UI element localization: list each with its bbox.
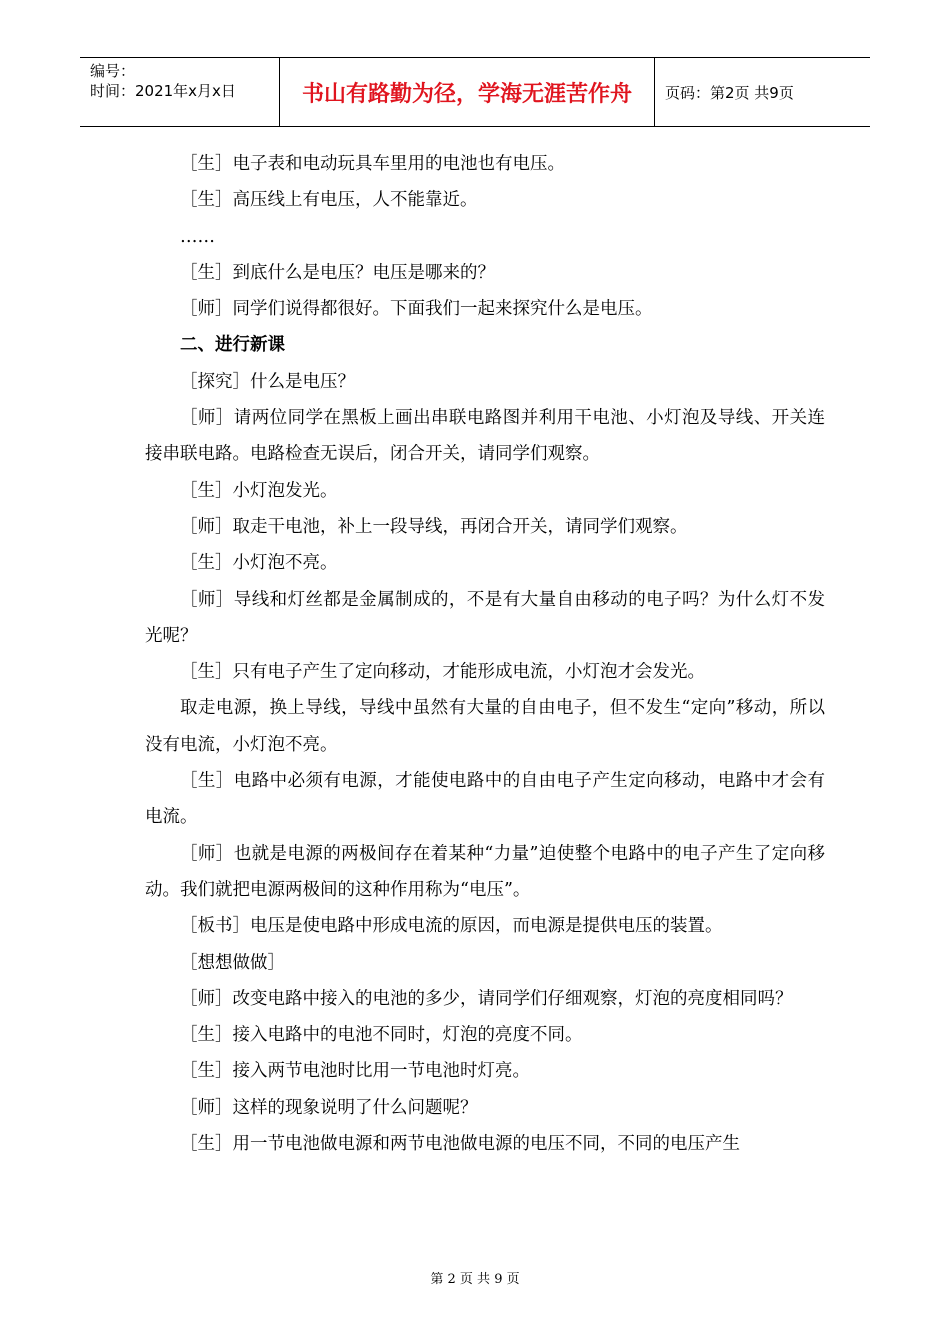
page-footer: 第 2 页 共 9 页 <box>430 1272 520 1287</box>
paragraph: ［师］取走干电池，补上一段导线，再闭合开关，请同学们观察。 <box>180 516 688 537</box>
paragraph: 取走电源，换上导线，导线中虽然有大量的自由电子，但不发生“定向”移动，所以没有电流，小灯泡不亮。 <box>145 698 825 755</box>
paragraph: ［生］接入电路中的电池不同时，灯泡的亮度不同。 <box>180 1025 583 1046</box>
page-header <box>80 57 870 127</box>
paragraph: ［生］接入两节电池时比用一节电池时灯亮。 <box>180 1061 530 1082</box>
header-motto: 书山有路勤为径，学海无涯苦作舟 <box>280 58 655 126</box>
paragraph: ［生］小灯泡发光。 <box>180 480 338 501</box>
body-text <box>145 146 825 1162</box>
number-label: 编号： <box>90 62 136 80</box>
header-meta <box>80 58 280 126</box>
paragraph: ［板书］电压是使电路中形成电流的原因，而电源是提供电压的装置。 <box>180 916 723 937</box>
header-page-info: 页码：第2页 共9页 <box>665 83 794 102</box>
paragraph: ［师］这样的现象说明了什么问题呢？ <box>180 1097 478 1118</box>
paragraph: ［师］改变电路中接入的电池的多少，请同学们仔细观察，灯泡的亮度相同吗？ <box>180 988 793 1009</box>
paragraph: ［生］用一节电池做电源和两节电池做电源的电压不同，不同的电压产生 <box>180 1134 740 1155</box>
section-heading: 二、进行新课 <box>180 335 285 356</box>
time-label: 时间：2021年x月x日 <box>90 82 236 100</box>
paragraph: ［探究］什么是电压？ <box>180 371 355 392</box>
paragraph: ［师］同学们说得都很好。下面我们一起来探究什么是电压。 <box>180 299 653 320</box>
paragraph: ［生］电路中必须有电源，才能使电路中的自由电子产生定向移动，电路中才会有电流。 <box>145 771 825 828</box>
paragraph: ［想想做做］ <box>180 952 285 973</box>
paragraph: ［师］也就是电源的两极间存在着某种“力量”迫使整个电路中的电子产生了定向移动。我们就把电源两极间的这种作用称为“电压”。 <box>145 843 825 900</box>
paragraph: ［生］小灯泡不亮。 <box>180 553 338 574</box>
paragraph: ［生］高压线上有电压，人不能靠近。 <box>180 190 478 211</box>
paragraph: ［生］只有电子产生了定向移动，才能形成电流，小灯泡才会发光。 <box>180 662 705 683</box>
paragraph: ［生］到底什么是电压？电压是哪来的？ <box>180 262 495 283</box>
paragraph: ［生］电子表和电动玩具车里用的电池也有电压。 <box>180 154 565 174</box>
paragraph: ［师］导线和灯丝都是金属制成的，不是有大量自由移动的电子吗？为什么灯不发光呢？ <box>145 589 825 646</box>
paragraph: ［师］请两位同学在黑板上画出串联电路图并利用干电池、小灯泡及导线、开关连接串联电路。电路检查无误后，闭合开关，请同学们观察。 <box>145 408 825 465</box>
paragraph: …… <box>180 226 215 247</box>
